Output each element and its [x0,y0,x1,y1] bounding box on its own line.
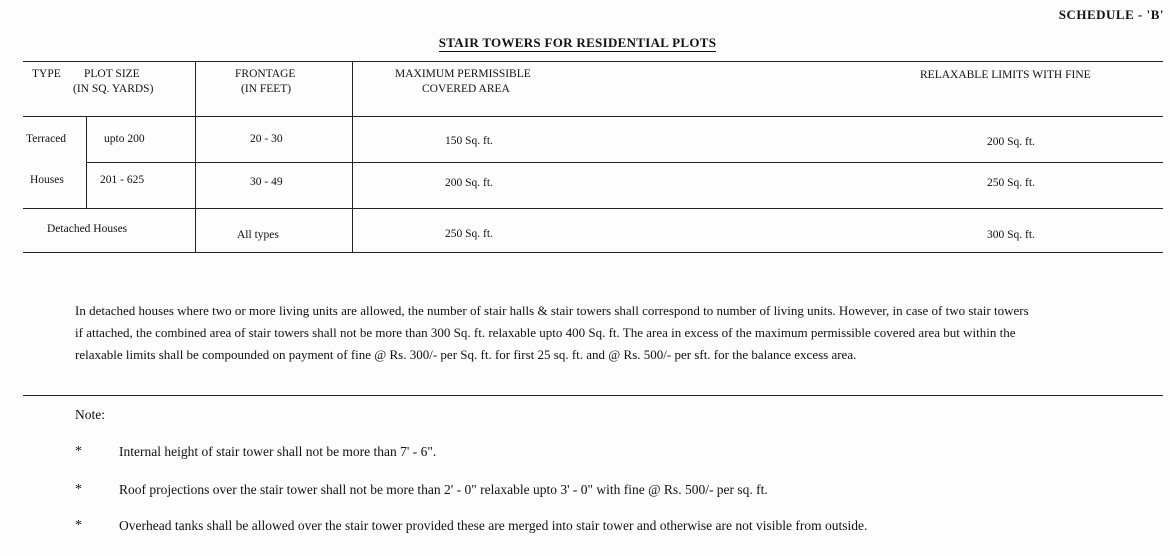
frontage-area-divider [352,61,353,252]
paragraph-line: if attached, the combined area of stair towers shall not be more than 300 Sq. ft. relaxable upto 400 Sq. ft. The area in excess of the maximum permissible covered area but within the [75,325,1016,340]
row-1-relaxable: 200 Sq. ft. [987,136,1035,148]
note-label: Note: [75,407,105,422]
header-bottom-rule [23,116,1163,117]
row-1-max-area: 150 Sq. ft. [445,135,493,147]
note-item-1: Internal height of stair tower shall not be more than 7' - 6". [119,444,437,459]
type-plot-divider [86,116,87,208]
row-2-relaxable: 250 Sq. ft. [987,177,1035,189]
row-1-plot-size: upto 200 [104,133,145,145]
row-3-frontage: All types [237,229,279,241]
table-top-rule [23,61,1163,62]
paragraph-line: relaxable limits shall be compounded on payment of fine @ Rs. 300/- per Sq. ft. for first 25 sq. ft. and @ Rs. 500/- per sft. for the balance excess area. [75,347,857,362]
page-title [0,35,1155,51]
row-2-frontage: 30 - 49 [250,176,283,188]
row-divider-1 [86,162,1163,163]
row-2-type: Houses [30,174,64,186]
note-item-3: Overhead tanks shall be allowed over the stair tower provided these are merged into stair tower and otherwise are not visible from outside. [119,518,868,533]
header-frontage-unit: (IN FEET) [241,83,292,95]
header-type: TYPE [32,68,61,80]
note-item-2: Roof projections over the stair tower shall not be more than 2' - 0" relaxable upto 3' - 0" with fine @ Rs. 500/- per sq. ft. [119,482,768,497]
header-plot-size: PLOT SIZE [84,68,140,80]
paragraph-line: In detached houses where two or more living units are allowed, the number of stair halls & stair towers shall correspond to number of living units. However, in case of two stair towers [75,303,1029,318]
detached-houses-paragraph [75,300,1170,366]
row-3-max-area: 250 Sq. ft. [445,228,493,240]
title-text: STAIR TOWERS FOR RESIDENTIAL PLOTS [438,35,717,50]
bullet-icon: * [75,482,82,497]
row-2-max-area: 200 Sq. ft. [445,177,493,189]
bullet-icon: * [75,518,82,533]
row-2-plot-size: 201 - 625 [100,174,145,186]
header-frontage: FRONTAGE [235,68,296,80]
row-3-relaxable: 300 Sq. ft. [987,229,1035,241]
header-max-area: MAXIMUM PERMISSIBLE [395,68,531,80]
schedule-label: SCHEDULE - 'B' [1058,7,1164,22]
row-1-frontage: 20 - 30 [250,133,283,145]
row-divider-2 [23,208,1163,209]
row-3-type: Detached Houses [47,223,128,235]
header-relaxable: RELAXABLE LIMITS WITH FINE [920,69,1091,81]
plot-frontage-divider [195,61,196,252]
section-divider [23,395,1163,396]
bullet-icon: * [75,444,82,459]
header-max-area-2: COVERED AREA [422,83,510,95]
table-bottom-rule [23,252,1163,253]
row-1-type: Terraced [26,133,67,145]
header-plot-size-unit: (IN SQ. YARDS) [73,83,154,95]
